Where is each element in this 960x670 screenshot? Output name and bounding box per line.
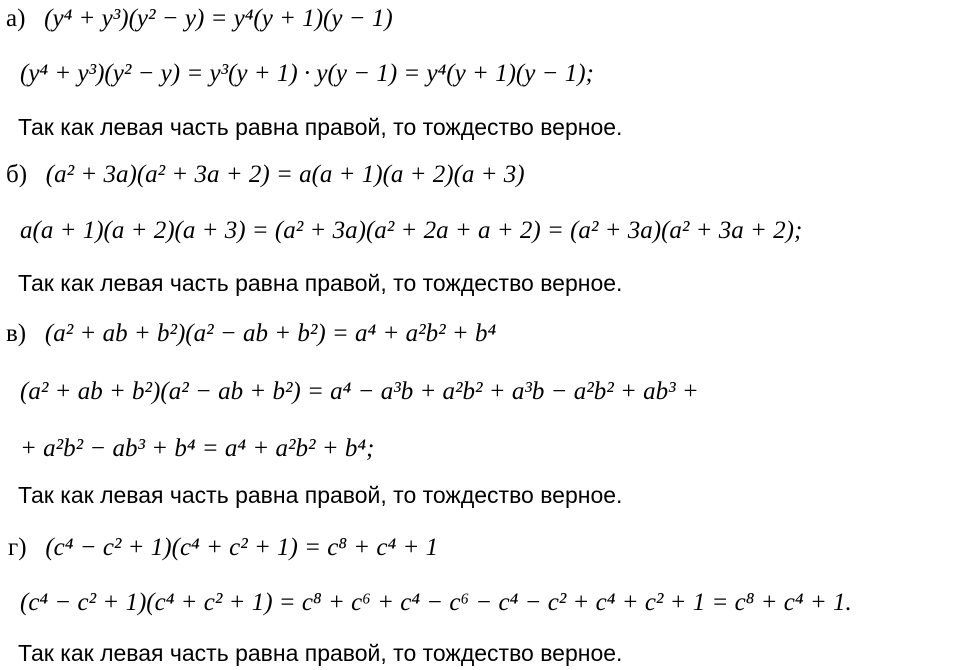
problem-b-header	[6, 160, 525, 190]
problem-c-header	[6, 319, 496, 349]
problem-a-solution-line-1: (y⁴ + y³)(y² − y) = y³(y + 1) · y(y − 1) = y⁴(y + 1)(y − 1);	[20, 60, 594, 87]
problem-a-conclusion: Так как левая часть равна правой, то тождество верное.	[18, 114, 623, 140]
problem-a-header	[6, 4, 393, 34]
problem-c-conclusion: Так как левая часть равна правой, то тождество верное.	[18, 482, 623, 508]
problem-b-conclusion: Так как левая часть равна правой, то тождество верное.	[18, 270, 623, 296]
problem-c-solution-line-2: + a²b² − ab³ + b⁴ = a⁴ + a²b² + b⁴;	[20, 435, 375, 462]
problem-b-label: б)	[6, 161, 28, 188]
problem-a-statement: (y⁴ + y³)(y² − y) = y⁴(y + 1)(y − 1)	[44, 5, 393, 32]
problem-c-solution-line-1: (a² + ab + b²)(a² − ab + b²) = a⁴ − a³b + a²b² + a³b − a²b² + ab³ +	[20, 378, 699, 405]
problem-b-solution-line-1: a(a + 1)(a + 2)(a + 3) = (a² + 3a)(a² + 2a + a + 2) = (a² + 3a)(a² + 3a + 2);	[20, 217, 803, 244]
problem-c-label: в)	[6, 320, 27, 347]
problem-d-label: г)	[8, 534, 27, 561]
problem-a-label: а)	[6, 5, 26, 32]
problem-b-statement: (a² + 3a)(a² + 3a + 2) = a(a + 1)(a + 2)(a + 3)	[45, 161, 525, 188]
problem-d-statement: (c⁴ − c² + 1)(c⁴ + c² + 1) = c⁸ + c⁴ + 1	[45, 534, 439, 561]
problem-d-solution-line-1: (c⁴ − c² + 1)(c⁴ + c² + 1) = c⁸ + c⁶ + c⁴ − c⁶ − c⁴ − c² + c⁴ + c² + 1 = c⁸ + c⁴ + 1.	[20, 589, 852, 616]
problem-d-header	[8, 533, 438, 563]
problem-d-conclusion: Так как левая часть равна правой, то тождество верное.	[18, 640, 623, 666]
problem-c-statement: (a² + ab + b²)(a² − ab + b²) = a⁴ + a²b² + b⁴	[44, 320, 497, 347]
